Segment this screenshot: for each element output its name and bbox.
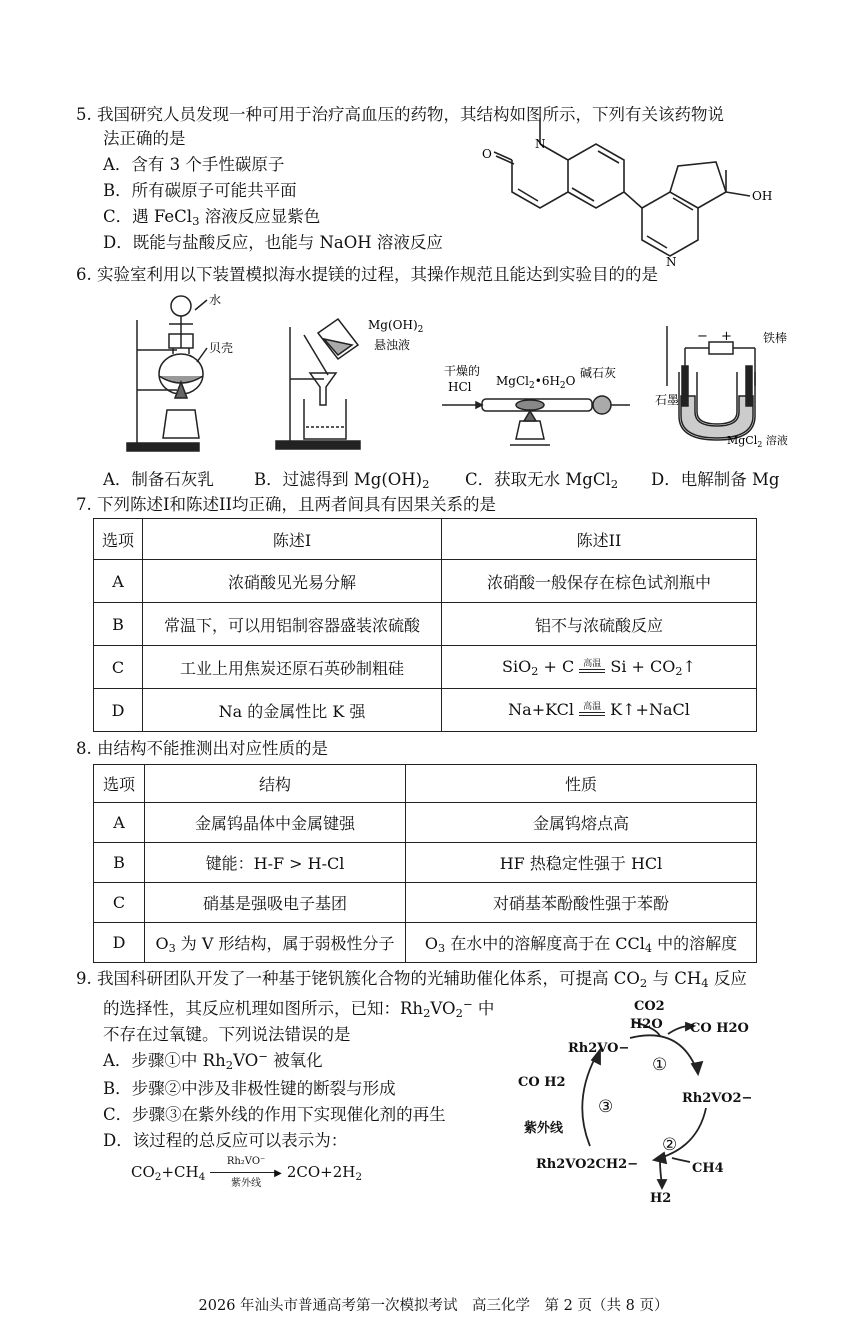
q8-table-row — [94, 923, 757, 963]
q8-table-header — [94, 765, 757, 803]
q6-caption-a: A．制备石灰乳 — [103, 470, 214, 489]
q9-option-a: A．步骤①中 $Rh_2VO^-$ 被氧化 — [103, 1049, 323, 1072]
q7-eq-c-condition: 高温 — [583, 658, 602, 669]
q7-table-row — [94, 560, 757, 603]
q5-stem-line1: 5. 我国研究人员发现一种可用于治疗高血压的药物，其结构如图所示，下列有关该药物说 — [76, 105, 724, 124]
q9-eq-catalyst: Rh₂VO⁻ — [226, 1156, 266, 1167]
q9-cycle-uv: 紫外线 — [524, 1121, 564, 1136]
q9-cycle-step1: ① — [652, 1055, 668, 1075]
q6-fig-d-solution-label: MgCl$_2$ 溶液 — [727, 434, 788, 449]
q8-table-row — [94, 883, 757, 923]
q7-header-option: 选项 — [94, 519, 143, 560]
q7-stem: 7. 下列陈述I和陈述II均正确，且两者间具有因果关系的是 — [76, 495, 497, 514]
q7-row-d-option: D — [94, 689, 143, 732]
q7-row-c-option: C — [94, 646, 143, 689]
q5-option-b: B．所有碳原子可能共平面 — [103, 181, 297, 200]
q7-row-c-statement-2: SiO$_2$ + C 高温 $Si + CO_2↑$ — [442, 646, 757, 689]
q9-stem-line3: 不存在过氧键。下列说法错误的是 — [103, 1025, 351, 1044]
q6-figure-b-apparatus — [270, 305, 445, 455]
q9-option-c: C．步骤③在紫外线的作用下实现催化剂的再生 — [103, 1105, 446, 1124]
q7-row-d-statement-1: Na 的金属性比 K 强 — [143, 689, 442, 732]
q8-row-d-structure: $O_3$ 为 V 形结构，属于弱极性分子 — [145, 923, 406, 963]
q9-cycle-co2: CO2 — [634, 999, 665, 1014]
q9-mechanism-cycle-diagram — [510, 990, 780, 1205]
q7-row-d-statement-2: Na+KCl 高温 K↑+NaCl — [442, 689, 757, 732]
q9-cycle-h2: H2 — [650, 1191, 672, 1205]
q6-fig-c-dry-label: 干燥的 — [444, 365, 481, 378]
q7-row-c-statement-1: 工业上用焦炭还原石英砂制粗硅 — [143, 646, 442, 689]
q9-stem-line2: 的选择性，其反应机理如图所示，已知：$Rh_2VO_2^-$ 中 — [103, 997, 495, 1020]
q6-fig-c-mgcl2-label: $MgCl_2•6H_2O$ — [496, 374, 576, 391]
q5-atom-oh: OH — [752, 189, 773, 203]
q6-fig-d-minus-label: − — [697, 329, 708, 344]
q9-option-b: B．步骤②中涉及非极性键的断裂与形成 — [103, 1079, 396, 1098]
q7-row-a-option: A — [94, 560, 143, 603]
q5-atom-n1: N — [535, 137, 546, 151]
q8-header-option: 选项 — [94, 765, 145, 803]
q9-eq-condition: 紫外线 — [231, 1178, 262, 1189]
q7-row-a-statement-2: 浓硝酸一般保存在棕色试剂瓶中 — [442, 560, 757, 603]
q6-stem: 6. 实验室利用以下装置模拟海水提镁的过程，其操作规范且能达到实验目的的是 — [76, 265, 658, 284]
q9-total-equation: $CO_2+CH_4$ Rh₂VO⁻ ▶ 紫外线 $2CO+2H_2$ — [131, 1156, 363, 1189]
q7-table-header — [94, 519, 757, 560]
q6-figure-c-apparatus — [440, 365, 640, 455]
q7-row-b-statement-2: 铝不与浓硫酸反应 — [442, 603, 757, 646]
page-footer: 2026 年汕头市普通高考第一次模拟考试 高三化学 第 2 页（共 8 页） — [198, 1298, 669, 1314]
q7-table-row — [94, 603, 757, 646]
q5-option-d: D．既能与盐酸反应，也能与 NaOH 溶液反应 — [103, 233, 443, 252]
q8-table-row — [94, 843, 757, 883]
q9-cycle-h2o-in: H2O — [630, 1017, 663, 1032]
q8-row-b-option: B — [94, 843, 145, 883]
q7-table-row — [94, 646, 757, 689]
q8-row-d-option: D — [94, 923, 145, 963]
q8-row-b-structure: 键能：H-F > H-Cl — [145, 843, 406, 883]
q8-row-d-property: $O_3$ 在水中的溶解度高于在 CCl$_4$ 中的溶解度 — [406, 923, 757, 963]
q6-figure-d-apparatus — [655, 320, 800, 455]
q9-cycle-rh2vo: Rh2VO− — [568, 1041, 630, 1056]
q9-cycle-ch4: CH4 — [692, 1161, 724, 1176]
q6-fig-b-suspension-label: 悬浊液 — [374, 338, 411, 352]
q8-row-a-option: A — [94, 803, 145, 843]
q9-stem-line1: 9. 我国科研团队开发了一种基于铑钒簇化合物的光辅助催化体系，可提高 $CO_2$ 与 $CH_4$ 反应 — [76, 969, 747, 990]
q6-fig-b-mgoh2-label: $Mg(OH)_2$ — [368, 318, 424, 335]
q6-caption-b: B．过滤得到 $Mg(OH)_2$ — [254, 470, 430, 491]
q6-fig-d-iron-label: 铁棒 — [763, 331, 788, 345]
q9-cycle-out-co-h2o: CO H2O — [690, 1021, 749, 1036]
q6-fig-c-soda-lime-label: 碱石灰 — [580, 366, 617, 380]
q5-option-a: A．含有 3 个手性碳原子 — [103, 155, 285, 174]
q7-row-b-option: B — [94, 603, 143, 646]
q9-option-d: D．该过程的总反应可以表示为： — [103, 1131, 348, 1150]
q5-atom-o: O — [482, 147, 492, 161]
q8-row-a-structure: 金属钨晶体中金属键强 — [145, 803, 406, 843]
q6-caption-c: C．获取无水 MgCl$_2$ — [465, 470, 619, 491]
q6-fig-c-hcl-label: HCl — [448, 380, 472, 394]
q9-cycle-step3: ③ — [598, 1097, 614, 1117]
q7-table-row — [94, 689, 757, 732]
q5-molecule-structure — [480, 96, 780, 268]
q7-row-b-statement-1: 常温下，可以用铝制容器盛装浓硫酸 — [143, 603, 442, 646]
q8-row-a-property: 金属钨熔点高 — [406, 803, 757, 843]
q7-table — [93, 518, 757, 732]
q9-cycle-step2: ② — [662, 1135, 678, 1155]
q6-fig-a-shell-label: 贝壳 — [209, 341, 234, 355]
q7-row-a-statement-1: 浓硝酸见光易分解 — [143, 560, 442, 603]
q8-stem: 8. 由结构不能推测出对应性质的是 — [76, 739, 328, 758]
q6-caption-d: D．电解制备 Mg — [651, 470, 780, 489]
q7-header-statement-2: 陈述II — [442, 519, 757, 560]
q6-fig-d-plus-label: + — [721, 329, 732, 344]
q8-header-property: 性质 — [406, 765, 757, 803]
q5-stem-line2: 法正确的是 — [103, 129, 186, 148]
q9-cycle-rh2vo2ch2: Rh2VO2CH2− — [536, 1157, 639, 1172]
q6-fig-a-water-label: 水 — [209, 293, 222, 307]
q6-figure-a-apparatus — [125, 290, 255, 455]
q5-option-c: C．遇 FeCl$_3$ 溶液反应显紫色 — [103, 207, 321, 228]
q8-header-structure: 结构 — [145, 765, 406, 803]
q8-table-row — [94, 803, 757, 843]
q8-row-b-property: HF 热稳定性强于 HCl — [406, 843, 757, 883]
q8-row-c-structure: 硝基是强吸电子基团 — [145, 883, 406, 923]
q6-fig-d-graphite-label: 石墨 — [655, 393, 680, 407]
q9-cycle-co-h2: CO H2 — [518, 1075, 566, 1090]
q7-header-statement-1: 陈述I — [143, 519, 442, 560]
q8-row-c-property: 对硝基苯酚酸性强于苯酚 — [406, 883, 757, 923]
q9-cycle-rh2vo2: Rh2VO2− — [682, 1091, 753, 1106]
q5-atom-n2: N — [666, 255, 677, 268]
q8-table — [93, 764, 757, 963]
q8-row-c-option: C — [94, 883, 145, 923]
q7-eq-d-condition: 高温 — [583, 701, 602, 712]
